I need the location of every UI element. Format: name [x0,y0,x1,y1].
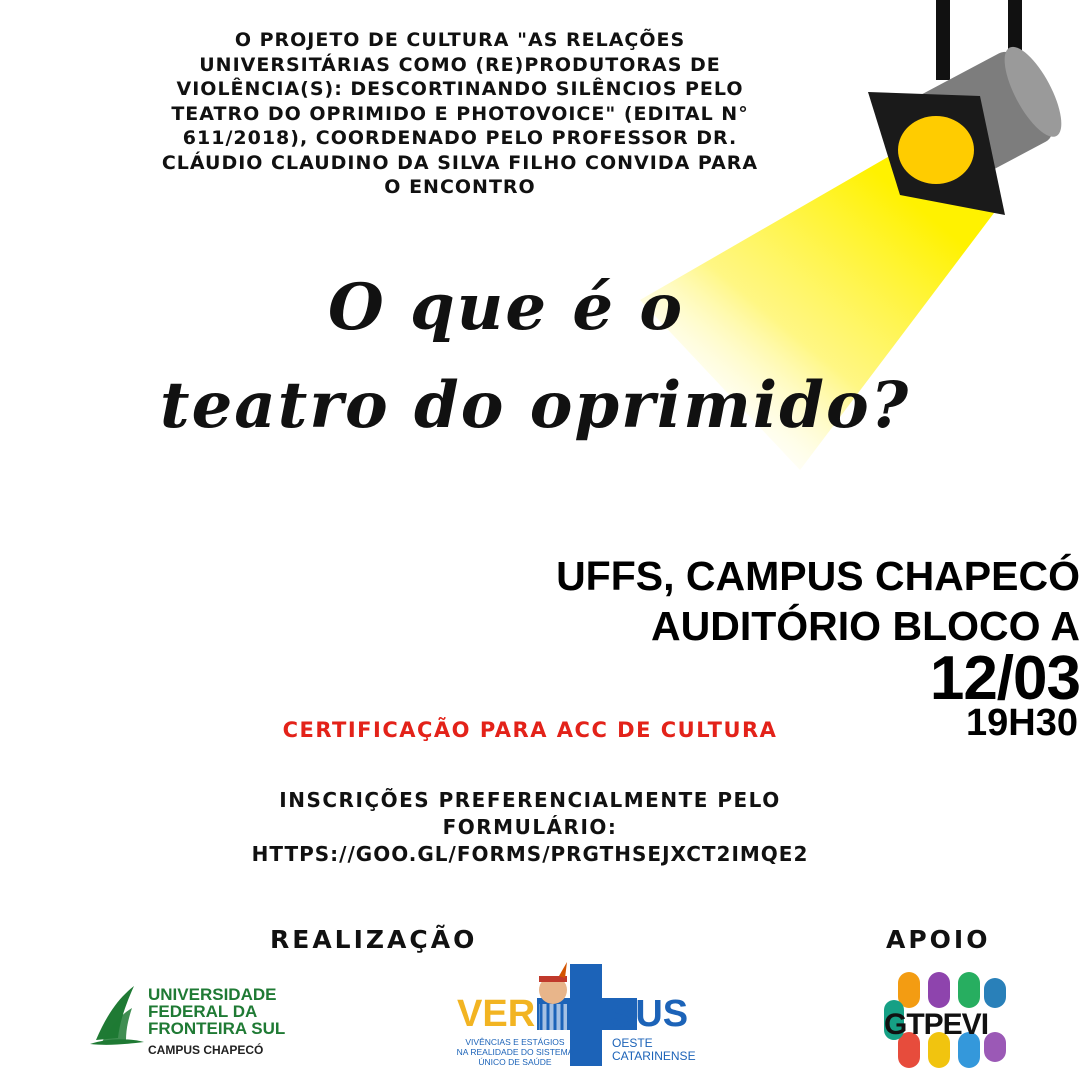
signup-form-link[interactable]: HTTPS://GOO.GL/FORMS/PRGTHSEJXCT2IMQE2 [251,842,809,866]
realizacao-label: REALIZAÇÃO [270,925,478,954]
certification-note: CERTIFICAÇÃO PARA ACC DE CULTURA [282,718,778,742]
headline-line-1: O que é o [328,270,684,345]
versus-sub-line: ÚNICO DE SAÚDE [478,1057,552,1067]
headline-line-2: teatro do oprimido? [160,368,911,443]
intro-line: O ENCONTRO [384,176,536,198]
versus-ver-subtitle [456,1037,574,1067]
uffs-campus: CAMPUS CHAPECÓ [148,1043,264,1057]
versus-ver: VER [457,993,536,1035]
versus-sub-line: NA REALIDADE DO SISTEMA [456,1047,574,1057]
versus-sus-line: CATARINENSE [612,1049,696,1063]
signup-info [180,787,880,868]
project-intro-text [150,28,770,200]
versus-sus-line: OESTE [612,1036,653,1050]
intro-line: 611/2018), COORDENADO PELO PROFESSOR DR. [182,127,738,149]
intro-line: UNIVERSITÁRIAS COMO (RE)PRODUTORAS DE [199,53,721,76]
venue-room: AUDITÓRIO BLOCO A [651,603,1080,649]
event-date: 12/03 [929,644,1080,713]
lamp-lens [898,116,974,184]
intro-line: O PROJETO DE CULTURA "AS RELAÇÕES [234,29,686,51]
uffs-name-line: FRONTEIRA SUL [148,1019,286,1038]
gtpevi-name: GTPEVI [884,1008,989,1041]
uffs-name-line: UNIVERSIDADE [148,985,277,1004]
apoio-label: APOIO [886,925,991,954]
intro-line: VIOLÊNCIA(S): DESCORTINANDO SILÊNCIOS PELO [176,78,744,100]
event-time: 19H30 [966,702,1078,744]
uffs-name [148,986,285,1037]
mount-rod-left [936,0,950,80]
intro-line: CLÁUDIO CLAUDINO DA SILVA FILHO CONVIDA PARA [161,151,759,174]
venue-campus: UFFS, CAMPUS CHAPECÓ [556,553,1080,599]
versus-sus: SUS [610,993,689,1035]
versus-sus-subtitle [612,1037,696,1063]
uffs-name-line: FEDERAL DA [148,1002,258,1021]
signup-line-1: INSCRIÇÕES PREFERENCIALMENTE PELO [279,788,781,812]
signup-line-2: FORMULÁRIO: [442,815,618,839]
versus-sub-line: VIVÊNCIAS E ESTÁGIOS [465,1037,565,1047]
intro-line: TEATRO DO OPRIMIDO E PHOTOVOICE" (EDITAL N° [171,102,749,125]
